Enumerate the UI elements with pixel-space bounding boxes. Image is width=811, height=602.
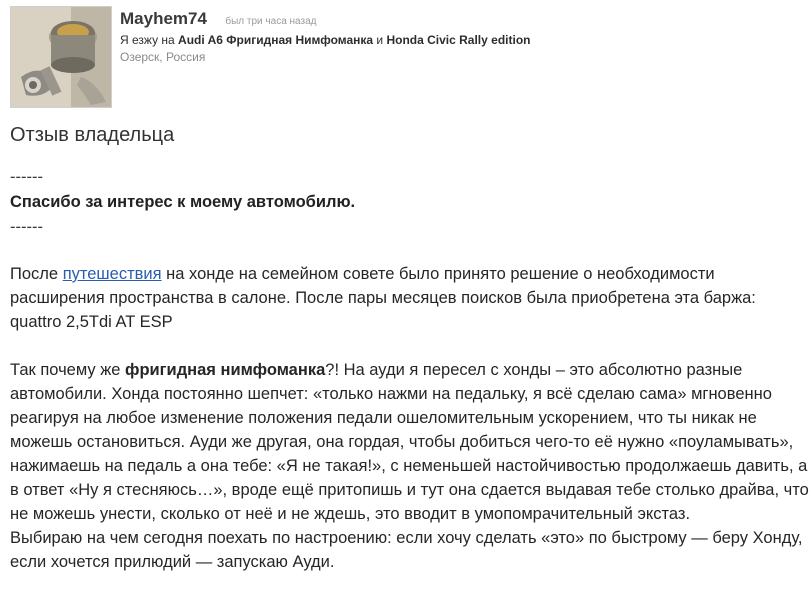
thanks-heading: Спасибо за интерес к моему автомобилю.: [10, 193, 356, 211]
review-paragraph-2: [10, 358, 810, 526]
user-cars: [120, 32, 680, 48]
review-paragraph-3: Выбираю на чем сегодня поехать по настроению: если хочу сделать «это» по быстрому — беру Хонду, если хочется прилюдий — запускаю Ауди.: [10, 529, 803, 571]
p2-text-before: Так почему же: [10, 361, 126, 379]
p2-bold-phrase: фригидная нимфоманка: [125, 361, 326, 379]
user-info: [120, 8, 680, 65]
car-link-honda[interactable]: Honda Civic Rally edition: [386, 33, 531, 47]
username-link[interactable]: Mayhem74: [120, 9, 207, 28]
user-header: [10, 6, 800, 108]
last-seen: был три часа назад: [225, 16, 317, 27]
review-paragraph-1: [10, 262, 810, 334]
p1-text-after: на хонде на семейном совете было принято решение о необходимости расширения пространства в салоне. После пары месяцев поисков была приобретена эта баржа: quattro 2,5Tdi AT ESP: [10, 265, 756, 331]
travel-link[interactable]: путешествия: [62, 265, 162, 283]
avatar[interactable]: [10, 6, 112, 108]
cars-prefix: Я езжу на: [120, 33, 179, 47]
p1-text-before: После: [10, 265, 63, 283]
car-link-audi[interactable]: Audi A6 Фригидная Нимфоманка: [178, 33, 374, 47]
review-content: [10, 166, 810, 574]
p2-text-after: ?! На ауди я пересел с хонды – это абсолютно разные автомобили. Хонда постоянно шепчет: «только нажми на педальку, я всё сделаю сама» мгновенно реагируя на любое изменение положения педали ошеломительным ускорением, что ты никак не можешь остановиться. Ауди же другая, она гордая, чтобы добиться чего-то её нужно «поуламывать», нажимаешь на педаль а она тебе: «Я не такая!», с неменьшей настойчивостью продолжаешь давить, а в ответ «Ну я стесняюсь…», вроде ещё притопишь и тут она сдается выдавая тебе столько драйва, что не можешь унести, сколько от неё и не ждешь, это вводит в умопомрачительный экстаз.: [10, 361, 809, 523]
username-row: [120, 8, 680, 30]
review-title: Отзыв владельца: [10, 124, 175, 146]
separator-top: ------: [10, 168, 43, 186]
cars-conjunction: и: [373, 33, 387, 47]
user-location: Озерск, Россия: [120, 50, 206, 64]
separator-bottom: ------: [10, 218, 43, 236]
avatar-image: [11, 7, 111, 107]
